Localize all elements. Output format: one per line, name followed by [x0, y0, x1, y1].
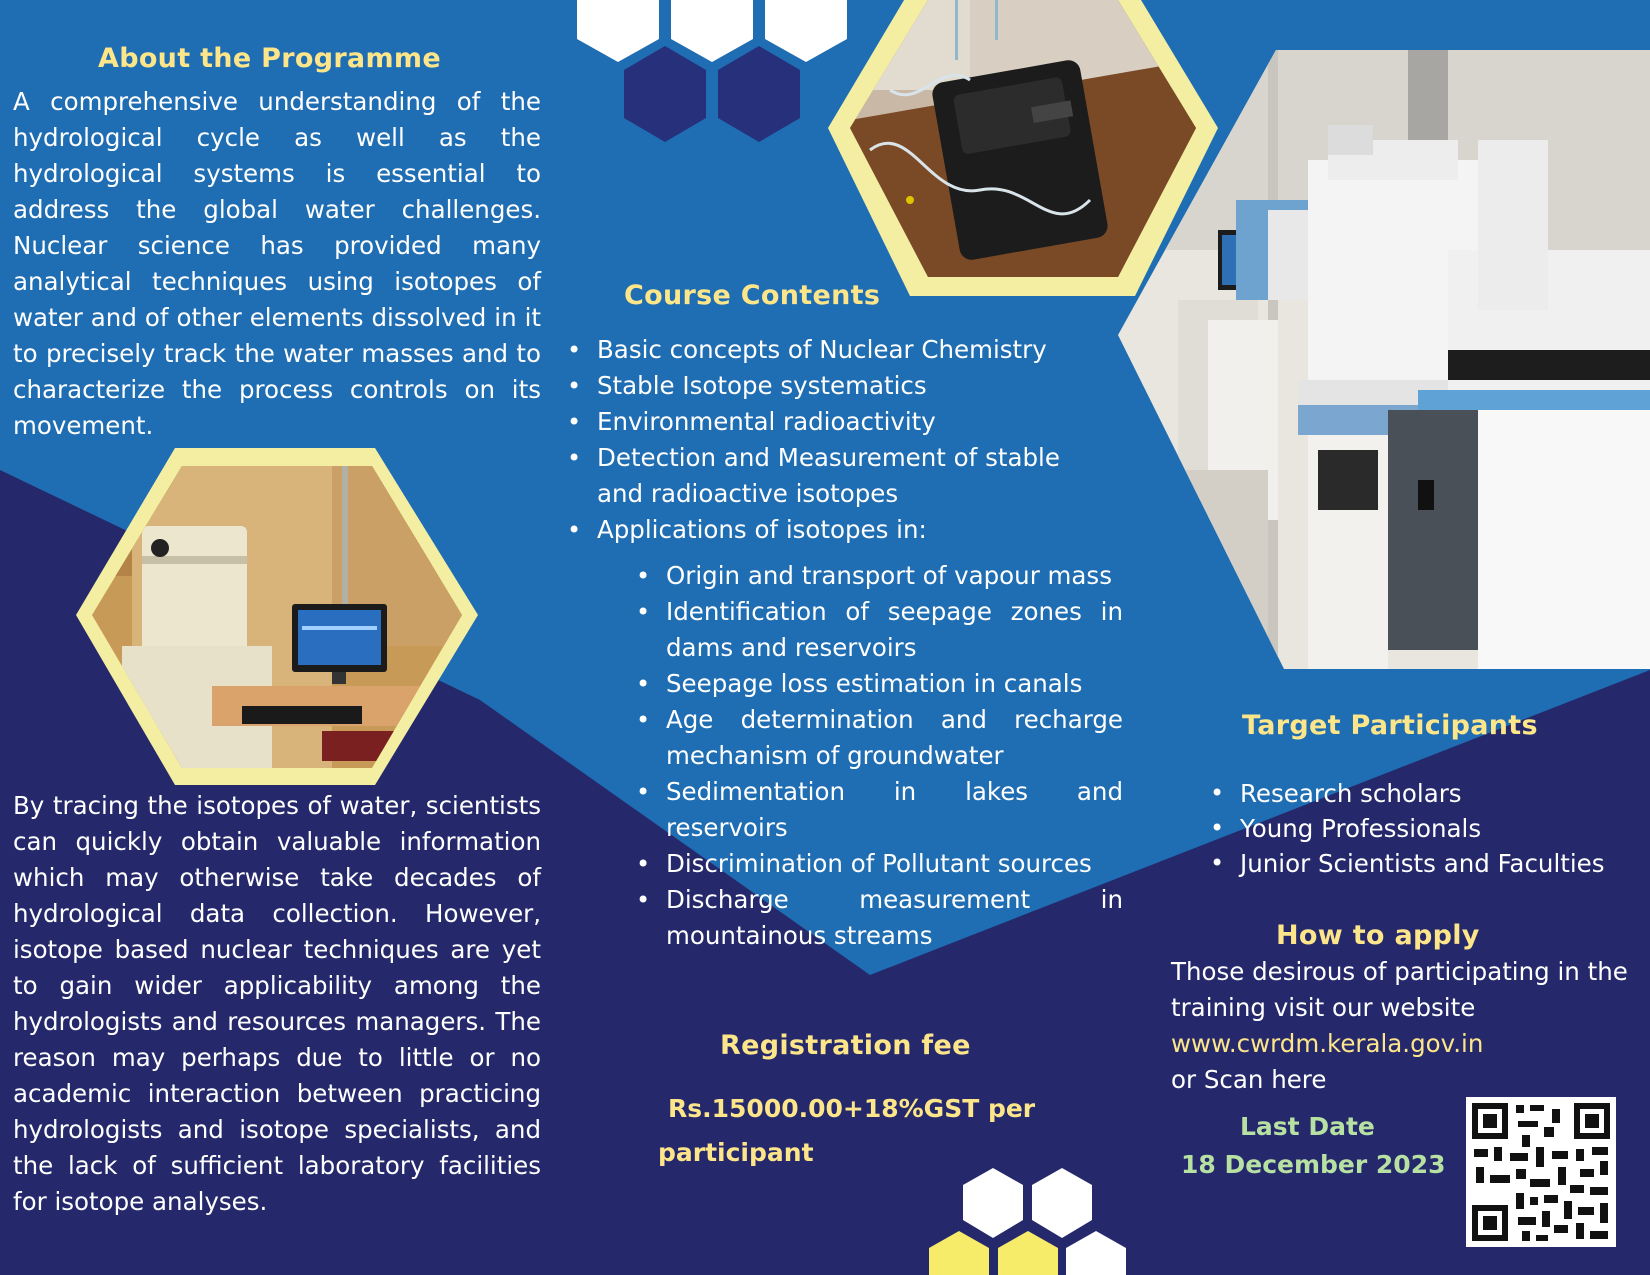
about-paragraph-1: A comprehensive understanding of the hydrological cycle as well as the hydrological systems is essential to address the global water challenges. Nuclear science has provided many analytical techniques using isotopes of water and of other elements dissolved in it to precisely track the water masses and to characterize the process controls on its movement.	[13, 87, 541, 440]
last-date-label: Last Date	[1240, 1112, 1375, 1141]
list-item: • Environmental radioactivity	[597, 404, 1107, 440]
list-item: • Discrimination of Pollutant sources	[666, 846, 1123, 882]
list-item: • Stable Isotope systematics	[597, 368, 1107, 404]
target-list	[1240, 776, 1640, 881]
course-list	[597, 332, 1107, 548]
about-paragraph-2: By tracing the isotopes of water, scientists can quickly obtain valuable information which may otherwise take decades of hydrological data collection. However, isotope based nuclear techniques are yet to gain wider applicability among the hydrologists and resources managers. The reason may perhaps due to little or no academic interaction between practicing hydrologists and isotope specialists, and the lack of sufficient laboratory facilities for isotope analyses.	[13, 791, 541, 1216]
list-item: • Basic concepts of Nuclear Chemistry	[597, 332, 1107, 368]
registration-fee-line-1: Rs.15000.00+18%GST per	[668, 1094, 1036, 1123]
list-item: • Identification of seepage zones in dams and reservoirs	[666, 594, 1123, 666]
list-item: • Age determination and recharge mechanism of groundwater	[666, 702, 1123, 774]
website-link[interactable]: www.cwrdm.kerala.gov.in	[1171, 1029, 1484, 1058]
list-item: • Discharge measurement in mountainous streams	[666, 882, 1123, 954]
apply-heading: How to apply	[1276, 920, 1480, 951]
scan-text: or Scan here	[1171, 1065, 1327, 1094]
list-item: • Applications of isotopes in:	[597, 512, 1107, 548]
registration-fee-line-2: participant	[658, 1138, 814, 1167]
instrument-photo	[92, 466, 462, 768]
list-item: • Junior Scientists and Faculties	[1240, 846, 1640, 881]
apply-instructions	[1171, 954, 1631, 1098]
list-item: • Origin and transport of vapour mass	[666, 558, 1123, 594]
applications-list	[666, 558, 1123, 954]
list-item: • Detection and Measurement of stable and radioactive isotopes	[597, 440, 1107, 512]
about-heading: About the Programme	[98, 43, 441, 74]
list-item: • Sedimentation in lakes and reservoirs	[666, 774, 1123, 846]
last-date-value: 18 December 2023	[1181, 1150, 1446, 1179]
registration-heading: Registration fee	[720, 1030, 971, 1061]
course-heading: Course Contents	[624, 280, 881, 311]
list-item: • Research scholars	[1240, 776, 1640, 811]
list-item: • Seepage loss estimation in canals	[666, 666, 1123, 702]
mass-spectrometer-photo	[1118, 50, 1650, 669]
target-heading: Target Participants	[1242, 710, 1538, 741]
qr-code[interactable]	[1466, 1097, 1616, 1247]
apply-text: Those desirous of participating in the training visit our website	[1171, 957, 1628, 1022]
list-item: • Young Professionals	[1240, 811, 1640, 846]
